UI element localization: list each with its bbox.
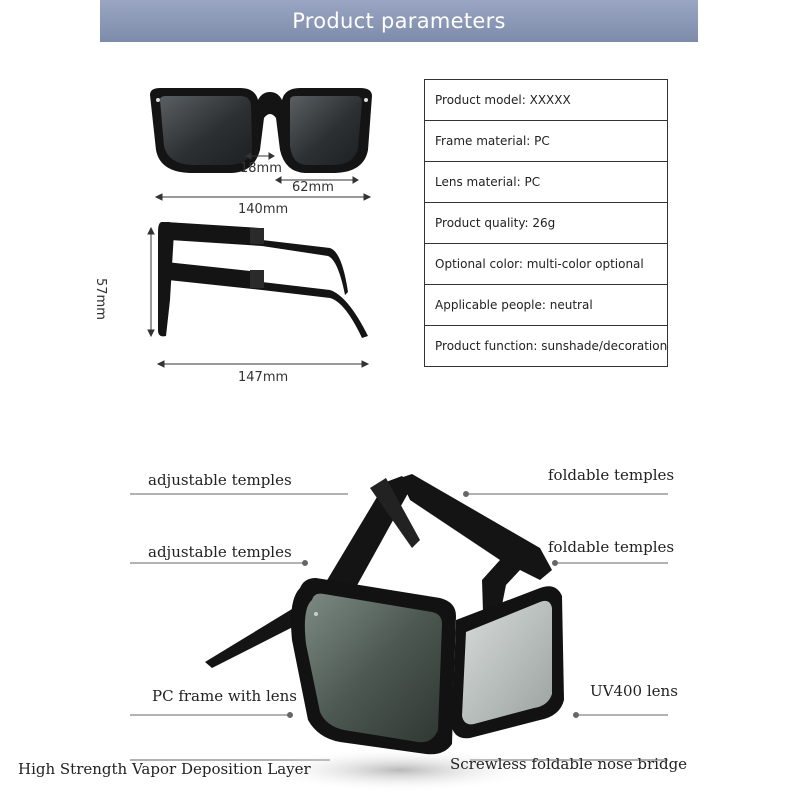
feature-pc-frame: PC frame with lens [152, 687, 297, 705]
product-parameters-table [424, 79, 668, 367]
feature-uv400-lens: UV400 lens [590, 682, 678, 700]
table-row [425, 121, 668, 162]
param-frame-material: Frame material: PC [425, 121, 668, 162]
param-model: Product model: XXXXX [425, 80, 668, 121]
frame-height-label: 57mm [93, 278, 108, 320]
table-row [425, 80, 668, 121]
table-row [425, 326, 668, 367]
folded-glasses [205, 474, 564, 792]
bridge-width-label: 18mm [240, 161, 282, 176]
table-row [425, 203, 668, 244]
feature-foldable-temples-mid: foldable temples [548, 538, 675, 556]
page-title: Product parameters [292, 9, 506, 33]
frame-width-label: 140mm [238, 202, 289, 217]
lens-width-label: 62mm [292, 180, 334, 195]
param-quality: Product quality: 26g [425, 203, 668, 244]
table-row [425, 162, 668, 203]
table-row [425, 285, 668, 326]
table-row [425, 244, 668, 285]
param-people: Applicable people: neutral [425, 285, 668, 326]
feature-nose-bridge: Screwless foldable nose bridge [450, 755, 688, 773]
param-lens-material: Lens material: PC [425, 162, 668, 203]
feature-vapor-layer: High Strength Vapor Deposition Layer [18, 760, 311, 778]
temple-length-label: 147mm [238, 370, 289, 385]
feature-adjustable-temples-mid: adjustable temples [148, 543, 292, 561]
param-color: Optional color: multi-color optional [425, 244, 668, 285]
side-view-glasses [158, 222, 368, 338]
feature-adjustable-temples-top: adjustable temples [148, 471, 292, 489]
param-function: Product function: sunshade/decoration [425, 326, 668, 367]
feature-foldable-temples-top: foldable temples [548, 466, 675, 484]
